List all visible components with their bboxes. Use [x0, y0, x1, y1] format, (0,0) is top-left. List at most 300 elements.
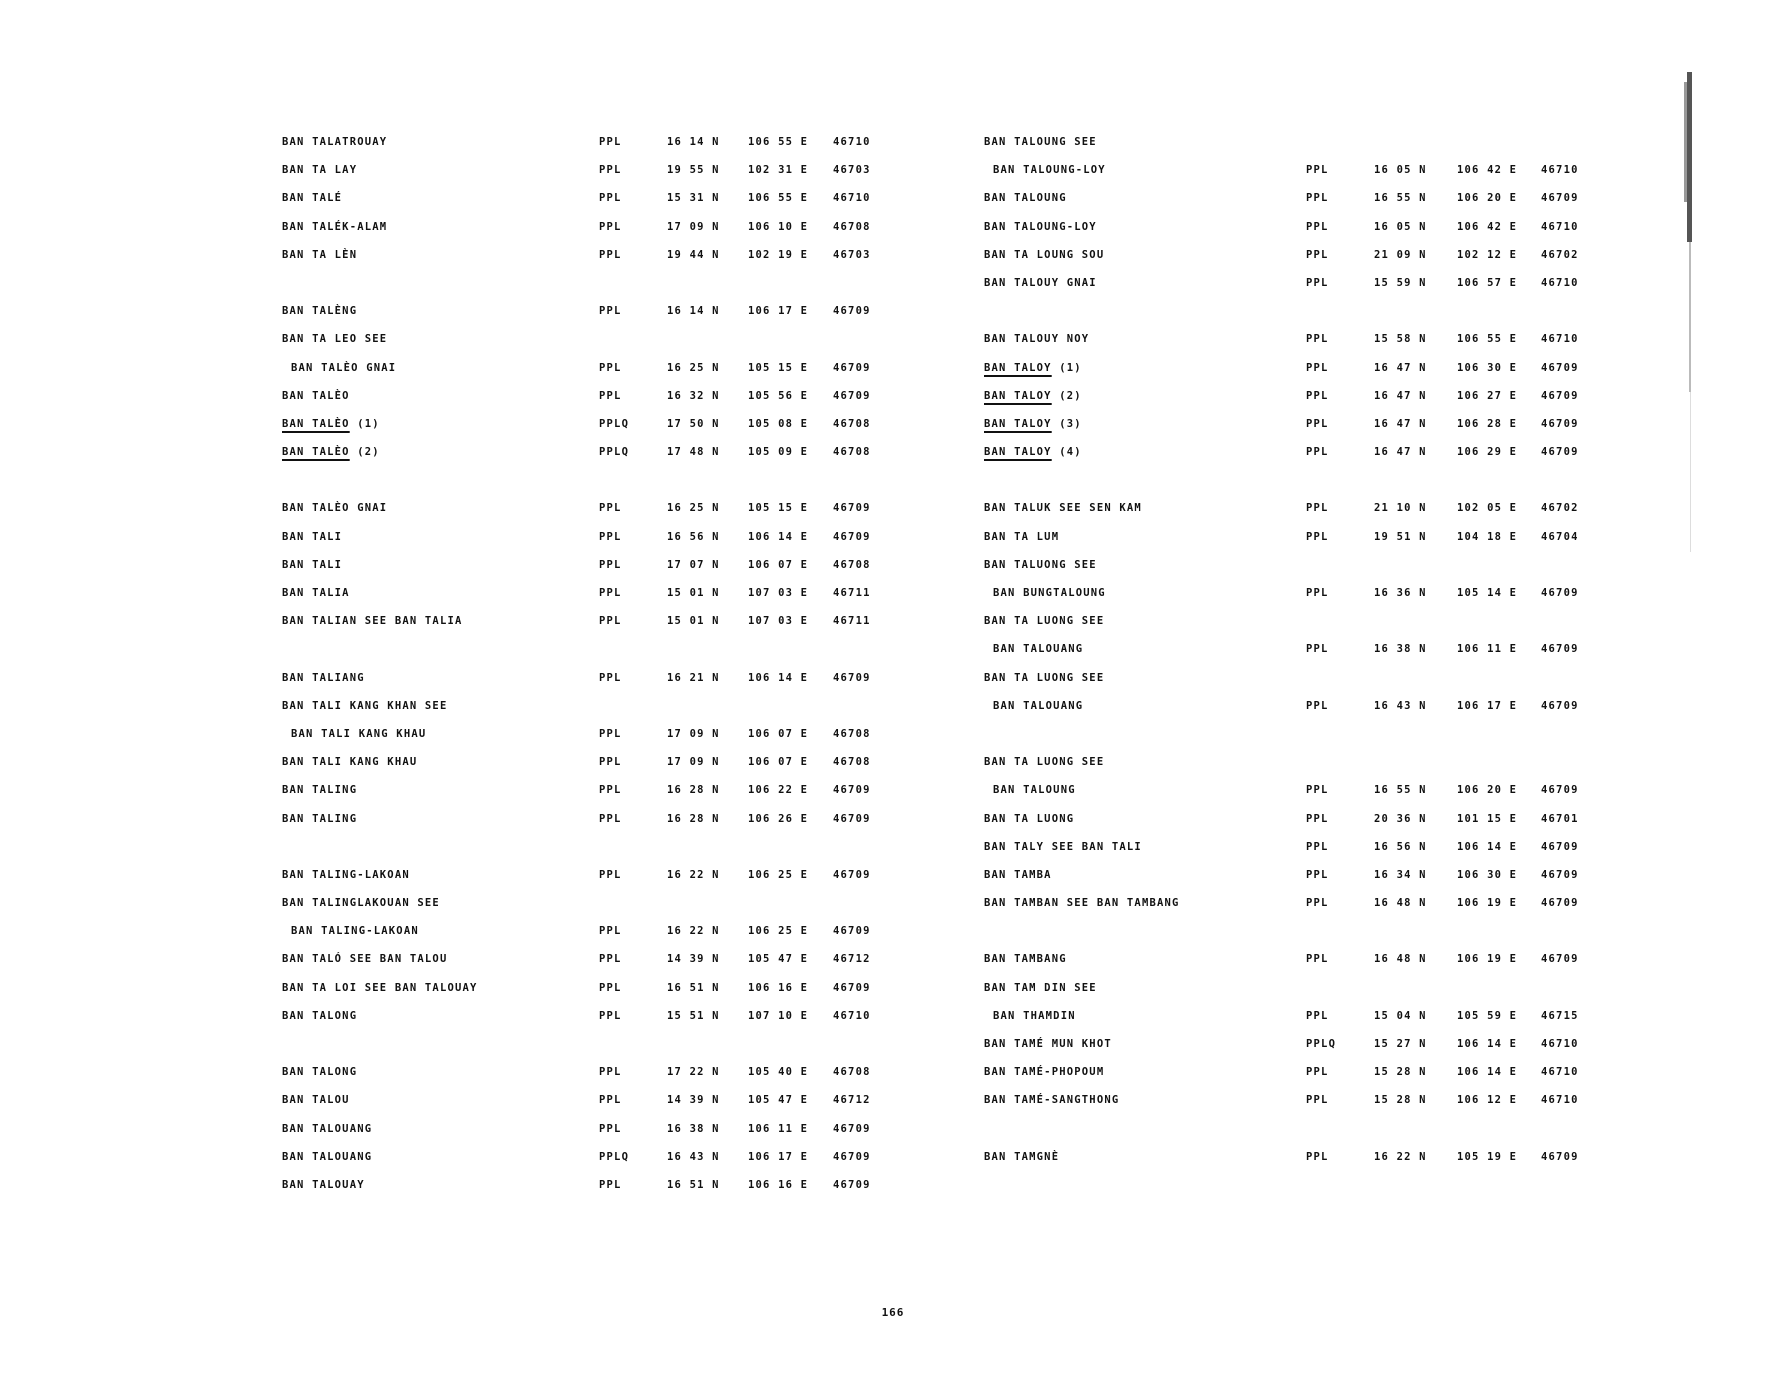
map-sheet: 46709 — [1541, 192, 1579, 205]
map-sheet: 46709 — [833, 1122, 871, 1135]
place-name — [984, 494, 1142, 522]
map-sheet: 46709 — [833, 361, 871, 374]
place-name-text: BAN TALOY — [984, 361, 1052, 374]
place-name-text: BAN TAMBAN SEE BAN TAMBANG — [984, 897, 1180, 910]
place-name — [282, 128, 387, 156]
feature-type: PPL — [1306, 953, 1329, 966]
feature-type: PPL — [1306, 1150, 1329, 1163]
feature-type: PPL — [1306, 1066, 1329, 1079]
place-name-text: BAN TALATROUAY — [282, 136, 388, 148]
map-sheet: 46712 — [833, 953, 871, 966]
longitude: 106 12 E — [1457, 1094, 1518, 1107]
longitude: 105 15 E — [748, 502, 809, 515]
feature-type: PPL — [599, 1094, 622, 1107]
gazetteer-row — [282, 354, 902, 382]
latitude: 17 09 N — [667, 727, 720, 740]
feature-type: PPL — [599, 530, 622, 543]
feature-type: PPL — [599, 784, 622, 797]
place-name — [282, 1115, 372, 1143]
gazetteer-row — [984, 551, 1604, 579]
place-name-text: BAN TALÓ SEE BAN TALOU — [282, 953, 448, 966]
place-name — [984, 213, 1097, 241]
place-name-text: BAN TAMGNÈ — [984, 1150, 1060, 1163]
blank-row — [282, 635, 902, 663]
gazetteer-row — [282, 325, 902, 353]
latitude: 16 38 N — [667, 1122, 720, 1135]
place-name — [282, 213, 387, 241]
place-name-text: BAN TALI — [282, 530, 343, 543]
map-sheet: 46709 — [833, 1178, 871, 1191]
blank-row — [984, 1115, 1604, 1143]
place-name-suffix: (1) — [1051, 361, 1082, 374]
latitude: 16 14 N — [667, 136, 720, 148]
place-name-text: BAN TALONG — [282, 1009, 358, 1022]
longitude: 102 05 E — [1457, 502, 1518, 515]
gazetteer-row — [282, 776, 902, 804]
map-sheet: 46708 — [833, 756, 871, 769]
longitude: 106 20 E — [1457, 784, 1518, 797]
place-name-text: BAN TA LUONG SEE — [984, 671, 1105, 684]
feature-type: PPL — [599, 220, 622, 233]
blank-row — [984, 917, 1604, 945]
place-name — [984, 607, 1104, 635]
map-sheet: 46710 — [1541, 1066, 1579, 1079]
longitude: 106 27 E — [1457, 389, 1518, 402]
latitude: 16 32 N — [667, 389, 720, 402]
latitude: 16 22 N — [667, 868, 720, 881]
place-name-text: BAN TALOUAY — [282, 1178, 365, 1191]
longitude: 106 07 E — [748, 558, 809, 571]
gazetteer-row — [984, 325, 1604, 353]
latitude: 15 31 N — [667, 192, 720, 205]
gazetteer-row — [282, 1171, 902, 1199]
map-sheet: 46709 — [1541, 699, 1579, 712]
place-name-text: BAN TALUONG SEE — [984, 558, 1097, 571]
map-sheet: 46702 — [1541, 248, 1579, 261]
feature-type: PPL — [599, 361, 622, 374]
map-sheet: 46709 — [1541, 868, 1579, 881]
place-name — [984, 1030, 1112, 1058]
place-name — [984, 1058, 1104, 1086]
map-sheet: 46708 — [833, 1066, 871, 1079]
longitude: 106 14 E — [1457, 1038, 1518, 1050]
map-sheet: 46709 — [1541, 840, 1579, 853]
feature-type: PPL — [599, 868, 622, 881]
place-name — [282, 805, 357, 833]
latitude: 15 59 N — [1374, 276, 1427, 289]
place-name-text: BAN TALOY — [984, 446, 1052, 459]
feature-type: PPL — [1306, 192, 1329, 205]
place-name — [984, 776, 1076, 804]
map-sheet: 46708 — [833, 220, 871, 233]
place-name-text: BAN TALOY — [984, 389, 1052, 402]
page-number: 166 — [881, 1306, 905, 1319]
longitude: 106 29 E — [1457, 446, 1518, 459]
map-sheet: 46715 — [1541, 1009, 1579, 1022]
latitude: 16 47 N — [1374, 446, 1427, 459]
longitude: 106 26 E — [748, 812, 809, 825]
place-name — [282, 382, 350, 410]
gazetteer-row — [282, 664, 902, 692]
place-name — [282, 354, 396, 382]
feature-type: PPL — [599, 756, 622, 769]
place-name-text: BAN TALIA — [282, 587, 350, 599]
place-name — [282, 1086, 350, 1114]
feature-type: PPL — [599, 1122, 622, 1135]
longitude: 105 09 E — [748, 446, 809, 459]
longitude: 106 42 E — [1457, 220, 1518, 233]
latitude: 21 10 N — [1374, 502, 1427, 515]
latitude: 16 43 N — [667, 1150, 720, 1163]
feature-type: PPL — [1306, 220, 1329, 233]
gazetteer-row — [282, 494, 902, 522]
feature-type: PPL — [599, 727, 622, 740]
feature-type: PPL — [1306, 840, 1329, 853]
place-name — [282, 523, 342, 551]
place-name — [984, 184, 1067, 212]
gazetteer-row — [282, 241, 902, 269]
longitude: 102 31 E — [748, 164, 809, 177]
gazetteer-row — [984, 1143, 1604, 1171]
place-name — [984, 664, 1104, 692]
map-sheet: 46709 — [833, 671, 871, 684]
feature-type: PPL — [1306, 812, 1329, 825]
longitude: 106 28 E — [1457, 417, 1518, 430]
map-sheet: 46709 — [833, 981, 871, 994]
latitude: 16 51 N — [667, 1178, 720, 1191]
place-name — [282, 551, 342, 579]
place-name-text: BAN TALOUANG — [993, 699, 1084, 712]
longitude: 106 19 E — [1457, 953, 1518, 966]
gazetteer-row — [984, 269, 1604, 297]
gazetteer-row — [282, 128, 902, 156]
place-name-text: BAN TALÈO GNAI — [291, 361, 397, 374]
place-name — [282, 184, 342, 212]
place-name-text: BAN TA LUM — [984, 530, 1060, 543]
place-name-text: BAN TA LEO SEE — [282, 333, 388, 346]
gazetteer-row — [282, 974, 902, 1002]
latitude: 15 51 N — [667, 1009, 720, 1022]
place-name-text: BAN TALOUNG — [984, 192, 1067, 205]
feature-type: PPL — [1306, 784, 1329, 797]
latitude: 16 14 N — [667, 305, 720, 318]
gazetteer-row — [984, 748, 1604, 776]
feature-type: PPL — [1306, 502, 1329, 515]
latitude: 20 36 N — [1374, 812, 1427, 825]
longitude: 105 19 E — [1457, 1150, 1518, 1163]
place-name-text: BAN TALOUNG SEE — [984, 136, 1097, 148]
longitude: 106 14 E — [1457, 1066, 1518, 1079]
feature-type: PPL — [1306, 333, 1329, 346]
latitude: 16 25 N — [667, 361, 720, 374]
latitude: 16 47 N — [1374, 389, 1427, 402]
gazetteer-row — [984, 805, 1604, 833]
place-name-text: BAN TALÈO — [282, 389, 350, 402]
map-sheet: 46709 — [1541, 953, 1579, 966]
feature-type: PPLQ — [599, 1150, 630, 1163]
feature-type: PPL — [1306, 361, 1329, 374]
longitude: 106 07 E — [748, 727, 809, 740]
latitude: 16 22 N — [1374, 1150, 1427, 1163]
place-name — [984, 635, 1083, 663]
feature-type: PPLQ — [599, 417, 630, 430]
gazetteer-row — [984, 607, 1604, 635]
feature-type: PPL — [1306, 868, 1329, 881]
gazetteer-row — [984, 579, 1604, 607]
map-sheet: 46709 — [833, 784, 871, 797]
place-name — [984, 861, 1052, 889]
latitude: 16 56 N — [667, 530, 720, 543]
latitude: 15 04 N — [1374, 1009, 1427, 1022]
longitude: 106 07 E — [748, 756, 809, 769]
gazetteer-row — [282, 805, 902, 833]
longitude: 106 14 E — [748, 530, 809, 543]
longitude: 105 56 E — [748, 389, 809, 402]
blank-row — [282, 269, 902, 297]
longitude: 104 18 E — [1457, 530, 1518, 543]
longitude: 106 16 E — [748, 981, 809, 994]
latitude: 16 25 N — [667, 502, 720, 515]
feature-type: PPL — [1306, 587, 1329, 599]
longitude: 106 14 E — [748, 671, 809, 684]
map-sheet: 46710 — [833, 192, 871, 205]
map-sheet: 46709 — [1541, 361, 1579, 374]
feature-type: PPL — [599, 192, 622, 205]
feature-type: PPL — [599, 1178, 622, 1191]
longitude: 106 11 E — [748, 1122, 809, 1135]
feature-type: PPL — [1306, 248, 1329, 261]
latitude: 19 51 N — [1374, 530, 1427, 543]
map-sheet: 46704 — [1541, 530, 1579, 543]
feature-type: PPL — [1306, 164, 1329, 177]
map-sheet: 46710 — [1541, 1094, 1579, 1107]
feature-type: PPL — [599, 587, 622, 599]
gazetteer-row — [282, 213, 902, 241]
longitude: 106 10 E — [748, 220, 809, 233]
gazetteer-row — [984, 410, 1604, 438]
place-name-text: BAN TALUK SEE SEN KAM — [984, 502, 1142, 515]
feature-type: PPL — [599, 1009, 622, 1022]
gazetteer-row — [984, 128, 1604, 156]
place-name-text: BAN TALINGLAKOUAN SEE — [282, 897, 440, 910]
feature-type: PPL — [599, 502, 622, 515]
longitude: 107 10 E — [748, 1009, 809, 1022]
longitude: 106 30 E — [1457, 361, 1518, 374]
map-sheet: 46709 — [1541, 587, 1579, 599]
latitude: 16 48 N — [1374, 953, 1427, 966]
gazetteer-row — [984, 889, 1604, 917]
gazetteer-row — [282, 156, 902, 184]
map-sheet: 46711 — [833, 587, 871, 599]
gazetteer-row — [282, 382, 902, 410]
place-name-text: BAN TALÉ — [282, 192, 343, 205]
scan-edge-mark — [1678, 72, 1694, 552]
latitude: 17 09 N — [667, 756, 720, 769]
map-sheet: 46709 — [1541, 897, 1579, 910]
map-sheet: 46710 — [1541, 276, 1579, 289]
feature-type: PPL — [599, 981, 622, 994]
map-sheet: 46709 — [833, 502, 871, 515]
gazetteer-row — [984, 523, 1604, 551]
feature-type: PPL — [1306, 530, 1329, 543]
place-name — [282, 297, 357, 325]
place-name-suffix: (4) — [1051, 446, 1082, 459]
place-name-text: BAN THAMDIN — [993, 1009, 1076, 1022]
place-name-text: BAN TALÈO — [282, 446, 350, 459]
longitude: 106 20 E — [1457, 192, 1518, 205]
place-name — [984, 945, 1067, 973]
gazetteer-row — [282, 1086, 902, 1114]
place-name — [984, 269, 1097, 297]
gazetteer-row — [984, 156, 1604, 184]
gazetteer-row — [984, 692, 1604, 720]
latitude: 16 28 N — [667, 812, 720, 825]
place-name-suffix: (2) — [349, 446, 380, 459]
blank-row — [282, 1030, 902, 1058]
gazetteer-row — [984, 241, 1604, 269]
place-name — [282, 720, 426, 748]
place-name — [282, 325, 387, 353]
longitude: 106 14 E — [1457, 840, 1518, 853]
gazetteer-row — [282, 551, 902, 579]
feature-type: PPL — [1306, 389, 1329, 402]
longitude: 105 40 E — [748, 1066, 809, 1079]
map-sheet: 46709 — [833, 868, 871, 881]
latitude: 17 50 N — [667, 417, 720, 430]
feature-type: PPL — [1306, 699, 1329, 712]
place-name-text: BAN TALIANG — [282, 671, 365, 684]
map-sheet: 46709 — [833, 1150, 871, 1163]
longitude: 106 25 E — [748, 868, 809, 881]
latitude: 16 48 N — [1374, 897, 1427, 910]
place-name-text: BAN TALI KANG KHAU — [282, 756, 418, 769]
latitude: 16 47 N — [1374, 417, 1427, 430]
map-sheet: 46709 — [1541, 446, 1579, 459]
place-name-text: BAN TALI — [282, 558, 343, 571]
place-name — [984, 805, 1074, 833]
place-name-text: BAN TALING-LAKOAN — [291, 925, 419, 938]
latitude: 16 28 N — [667, 784, 720, 797]
latitude: 15 28 N — [1374, 1066, 1427, 1079]
map-sheet: 46703 — [833, 164, 871, 177]
longitude: 106 11 E — [1457, 643, 1518, 656]
feature-type: PPL — [599, 164, 622, 177]
place-name-text: BAN TA LUONG — [984, 812, 1075, 825]
feature-type: PPL — [599, 305, 622, 318]
place-name-text: BAN TALI KANG KHAU — [291, 727, 427, 740]
gazetteer-row — [282, 523, 902, 551]
latitude: 19 55 N — [667, 164, 720, 177]
feature-type: PPL — [1306, 276, 1329, 289]
feature-type: PPL — [599, 1066, 622, 1079]
place-name-text: BAN TALOUY GNAI — [984, 276, 1097, 289]
place-name-text: BAN TA LUONG SEE — [984, 756, 1105, 769]
gazetteer-row — [282, 720, 902, 748]
place-name-text: BAN TALÉK-ALAM — [282, 220, 388, 233]
gazetteer-row — [282, 607, 902, 635]
latitude: 16 22 N — [667, 925, 720, 938]
gazetteer-row — [282, 748, 902, 776]
place-name — [984, 241, 1104, 269]
place-name — [282, 607, 463, 635]
place-name — [984, 382, 1082, 410]
gazetteer-row — [984, 494, 1604, 522]
place-name — [984, 325, 1089, 353]
latitude: 16 05 N — [1374, 220, 1427, 233]
map-sheet: 46701 — [1541, 812, 1579, 825]
place-name — [984, 748, 1104, 776]
map-sheet: 46708 — [833, 558, 871, 571]
longitude: 106 42 E — [1457, 164, 1518, 177]
gazetteer-row — [282, 945, 902, 973]
place-name — [282, 1143, 372, 1171]
gazetteer-row — [282, 1143, 902, 1171]
place-name — [984, 833, 1142, 861]
map-sheet: 46709 — [833, 305, 871, 318]
feature-type: PPL — [599, 615, 622, 628]
longitude: 102 12 E — [1457, 248, 1518, 261]
place-name — [282, 1058, 357, 1086]
map-sheet: 46711 — [833, 615, 871, 628]
longitude: 106 19 E — [1457, 897, 1518, 910]
feature-type: PPL — [1306, 1094, 1329, 1107]
place-name — [984, 1143, 1059, 1171]
feature-type: PPL — [1306, 643, 1329, 656]
longitude: 106 55 E — [748, 136, 809, 148]
map-sheet: 46712 — [833, 1094, 871, 1107]
map-sheet: 46709 — [833, 925, 871, 938]
place-name — [984, 128, 1097, 156]
place-name — [984, 354, 1082, 382]
place-name-suffix: (2) — [1051, 389, 1082, 402]
place-name-text: BAN TALÈO — [282, 417, 350, 430]
place-name-text: BAN TALOU — [282, 1094, 350, 1107]
map-sheet: 46710 — [833, 1009, 871, 1022]
longitude: 105 47 E — [748, 953, 809, 966]
latitude: 21 09 N — [1374, 248, 1427, 261]
gazetteer-row — [984, 382, 1604, 410]
place-name-suffix: (1) — [349, 417, 380, 430]
place-name-text: BAN TA LUONG SEE — [984, 615, 1105, 628]
longitude: 106 55 E — [1457, 333, 1518, 346]
place-name — [282, 438, 380, 466]
latitude: 16 55 N — [1374, 192, 1427, 205]
place-name-text: BAN TAMÉ MUN KHOT — [984, 1038, 1112, 1050]
gazetteer-row — [282, 297, 902, 325]
place-name — [282, 1002, 357, 1030]
left-column — [282, 128, 902, 1199]
latitude: 16 36 N — [1374, 587, 1427, 599]
place-name-text: BAN TALOUNG-LOY — [984, 220, 1097, 233]
place-name-text: BAN TALOUANG — [993, 643, 1084, 656]
place-name — [984, 438, 1082, 466]
gazetteer-row — [984, 861, 1604, 889]
map-sheet: 46708 — [833, 727, 871, 740]
latitude: 15 58 N — [1374, 333, 1427, 346]
place-name-text: BAN TALOUANG — [282, 1122, 373, 1135]
map-sheet: 46709 — [833, 530, 871, 543]
place-name-text: BAN TALING — [282, 812, 358, 825]
longitude: 106 22 E — [748, 784, 809, 797]
latitude: 17 07 N — [667, 558, 720, 571]
feature-type: PPL — [599, 812, 622, 825]
longitude: 106 25 E — [748, 925, 809, 938]
gazetteer-row — [984, 1002, 1604, 1030]
longitude: 106 17 E — [1457, 699, 1518, 712]
place-name — [282, 410, 380, 438]
longitude: 106 30 E — [1457, 868, 1518, 881]
longitude: 101 15 E — [1457, 812, 1518, 825]
